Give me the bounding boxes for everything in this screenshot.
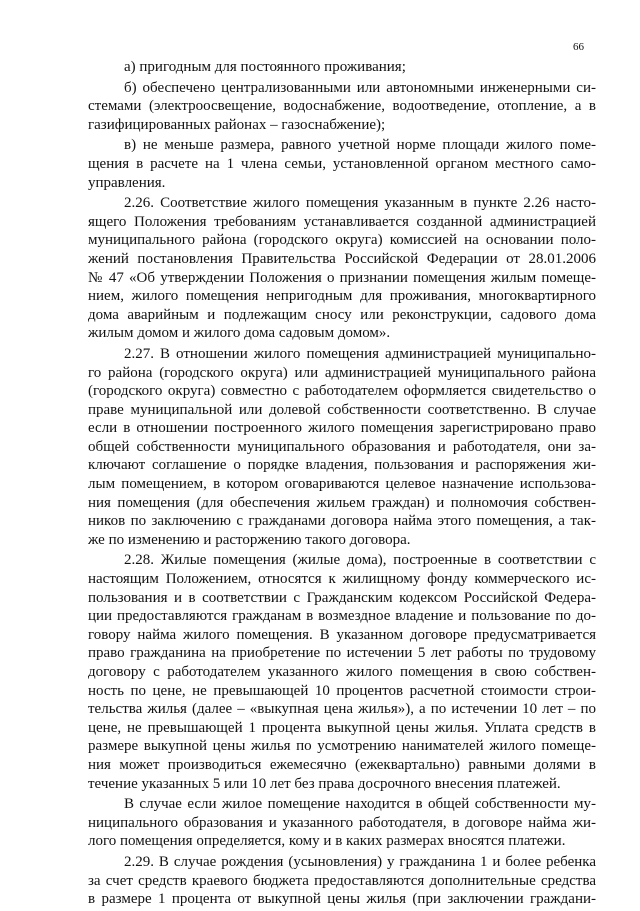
paragraph-line: 2.28. Жилые помещения (жилые дома), построенные в соответствии с xyxy=(124,552,596,569)
paragraph-line: в размере 1 процента от выкупной цены жилья (при заключении граждани- xyxy=(88,891,596,908)
paragraph-line: муниципального района (городского округа) комиссией на основании поло- xyxy=(88,232,596,249)
paragraph-line: тельства жилья (далее – «выкупная цена жилья»), а по истечении 10 лет – по xyxy=(88,701,596,718)
paragraph-line: ния может производиться ежемесячно (ежеквартально) равными долями в xyxy=(88,756,596,773)
paragraph-line: лого помещения определяется, кому и в каких размерах вносятся платежи. xyxy=(88,833,566,850)
paragraph-a xyxy=(88,58,596,77)
paragraph-line: ников по заключению с гражданами договора найма этого помещения, а так- xyxy=(88,513,596,530)
paragraph-line: ность по цене, не превышающей 10 процентов расчетной стоимости строи- xyxy=(88,682,596,699)
paragraph-line: если в отношении построенного жилого помещения зарегистрировано право xyxy=(88,420,596,437)
paragraph-line: право гражданина на приобретение по истечении 5 лет работы по трудовому xyxy=(88,645,596,662)
paragraph-line: жений постановления Правительства Российской Федерации от 28.01.2006 xyxy=(88,250,596,267)
paragraph-line: дома аварийным и подлежащим сносу или реконструкции, садового дома xyxy=(88,306,596,323)
paragraph-line: ключают соглашение о порядке владения, пользования и распоряжения жи- xyxy=(88,457,596,474)
paragraph-line: ниципального образования и указанного работодателя, в договоре найма жи- xyxy=(88,814,596,831)
paragraph-line: течение указанных 5 или 10 лет без права досрочного внесения платежей. xyxy=(88,775,561,792)
paragraph-v xyxy=(88,136,596,192)
paragraph-line: управления. xyxy=(88,174,166,191)
paragraph-p2-29 xyxy=(88,853,596,909)
paragraph-line: № 47 «Об утверждении Положения о признании помещения жилым помеще- xyxy=(88,269,596,286)
paragraph-line: а) пригодным для постоянного проживания; xyxy=(124,59,406,75)
paragraph-line: газифицированных районах – газоснабжение); xyxy=(88,116,386,133)
paragraph-line: цене, не превышающей 1 процента выкупной цены жилья. Уплата средств в xyxy=(88,719,596,736)
paragraph-line: ции предоставляются гражданам в возмездное владение и пользование по до- xyxy=(88,608,596,625)
paragraph-line: настоящим Положением, относятся к жилищному фонду коммерческого ис- xyxy=(88,571,596,588)
paragraph-line: 2.27. В отношении жилого помещения администрацией муниципально- xyxy=(124,345,596,362)
paragraph-line: щения в расчете на 1 члена семьи, установленной органом местного само- xyxy=(88,155,596,172)
paragraph-line: лым помещением, в котором оговариваются целевое назначение использова- xyxy=(88,476,596,493)
paragraph-line: говору найма жилого помещения. В указанном договоре предусматривается xyxy=(88,626,596,643)
paragraph-line: В случае если жилое помещение находится в общей собственности му- xyxy=(124,796,596,813)
paragraph-line: ящего Положения требованиям устанавливается созданной администрацией xyxy=(88,213,596,230)
paragraph-line: пользования и в соответствии с Гражданским кодексом Российской Федера- xyxy=(88,589,596,606)
paragraph-line: 2.29. В случае рождения (усыновления) у гражданина 1 и более ребенка xyxy=(124,853,596,870)
paragraph-line: ния помещения (для обеспечения жильем граждан) и полномочия собствен- xyxy=(88,494,596,511)
paragraph-line: общей собственности муниципального образования и работодателя, они за- xyxy=(88,438,596,455)
paragraph-line: жилым домом и жилого дома садовым домом». xyxy=(88,325,391,342)
paragraph-line: договору с работодателем указанного жилого помещения в свою собствен- xyxy=(88,664,596,680)
paragraph-line: нием, жилого помещения непригодным для проживания, многоквартирного xyxy=(88,288,596,305)
paragraph-p2-27 xyxy=(88,345,596,550)
paragraph-line: за счет средств краевого бюджета предоставляются дополнительные средства xyxy=(88,872,596,889)
paragraph-line: же по изменению и расторжению такого договора. xyxy=(88,531,411,548)
document-body xyxy=(88,58,596,911)
paragraph-line: 2.26. Соответствие жилого помещения указанным в пункте 2.26 насто- xyxy=(124,195,596,212)
paragraph-p2-26 xyxy=(88,194,596,343)
paragraph-line: го района (городского округа) или администрацией муниципального района xyxy=(88,364,596,381)
page-number: 66 xyxy=(573,41,584,53)
paragraph-b xyxy=(88,79,596,135)
paragraph-p2-28 xyxy=(88,551,596,793)
paragraph-line: в) не меньше размера, равного учетной норме площади жилого поме- xyxy=(124,137,596,154)
paragraph-line: размере выкупной цены жилья по усмотрению нанимателей жилого помеще- xyxy=(88,738,596,755)
paragraph-line: б) обеспечено централизованными или автономными инженерными си- xyxy=(124,79,596,96)
paragraph-p2-28-b xyxy=(88,795,596,851)
paragraph-line: праве муниципальной или долевой собственности соответственно. В случае xyxy=(88,401,596,418)
paragraph-line: стемами (электроосвещение, водоснабжение, водоотведение, отопление, а в xyxy=(88,98,596,115)
paragraph-line: (городского округа) совместно с работодателем оформляется свидетельство о xyxy=(88,383,596,400)
